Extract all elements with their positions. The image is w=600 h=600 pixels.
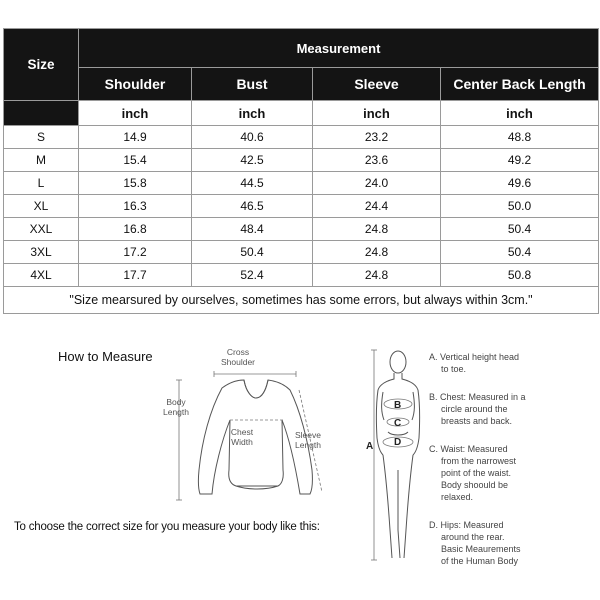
measurement-cell: 17.7 <box>79 264 192 287</box>
body-length-label-2: Length <box>163 407 189 417</box>
description-d <box>429 519 521 567</box>
measurement-cell: 24.4 <box>313 195 441 218</box>
cross-shoulder-label-2: Shoulder <box>220 357 256 367</box>
unit-cell: inch <box>313 101 441 126</box>
description-line: breasts and back. <box>441 416 513 426</box>
size-cell: 3XL <box>4 241 79 264</box>
measurement-cell: 48.4 <box>192 218 313 241</box>
column-header-bust: Bust <box>192 68 313 101</box>
measurement-cell: 24.0 <box>313 172 441 195</box>
measurement-cell: 50.4 <box>441 241 599 264</box>
description-a-head: A. Vertical height head <box>429 352 520 362</box>
description-line: point of the waist. <box>441 468 512 478</box>
chest-width-label-2: Width <box>231 437 253 447</box>
description-line: relaxed. <box>441 492 474 502</box>
measurement-cell: 24.8 <box>313 264 441 287</box>
choose-size-instruction: To choose the correct size for you measure your body like this: <box>14 521 320 533</box>
description-d-head: D. Hips: Measured <box>429 520 504 530</box>
description-line: from the narrowest <box>441 456 517 466</box>
letter-b: B <box>394 400 402 411</box>
letter-d: D <box>394 437 402 448</box>
description-line: of the Human Body <box>441 556 519 566</box>
unit-cell: inch <box>441 101 599 126</box>
description-c-head: C. Waist: Measured <box>429 444 508 454</box>
measurement-cell: 46.5 <box>192 195 313 218</box>
measurement-header: Measurement <box>79 29 599 68</box>
measurement-cell: 50.4 <box>441 218 599 241</box>
measurement-cell: 24.8 <box>313 218 441 241</box>
description-line: circle around the <box>441 404 508 414</box>
measurement-cell: 15.8 <box>79 172 192 195</box>
unit-cell: inch <box>79 101 192 126</box>
measurement-cell: 14.9 <box>79 126 192 149</box>
measurement-cell: 49.6 <box>441 172 599 195</box>
measurement-note: "Size mearsured by ourselves, sometimes has some errors, but always within 3cm." <box>4 287 599 314</box>
column-header-shoulder: Shoulder <box>79 68 192 101</box>
body-length-label-1: Body <box>166 397 186 407</box>
size-cell: XXL <box>4 218 79 241</box>
size-cell: L <box>4 172 79 195</box>
measurement-cell: 52.4 <box>192 264 313 287</box>
size-cell: S <box>4 126 79 149</box>
cross-shoulder-label-1: Cross <box>226 347 250 357</box>
description-b <box>429 391 526 427</box>
column-header-center-back-length: Center Back Length <box>441 68 599 101</box>
column-header-sleeve: Sleeve <box>313 68 441 101</box>
measurement-cell: 17.2 <box>79 241 192 264</box>
size-cell: XL <box>4 195 79 218</box>
measurement-cell: 50.0 <box>441 195 599 218</box>
description-line: around the rear. <box>441 532 505 542</box>
chest-width-label-1: Chest <box>230 427 254 437</box>
measurement-cell: 16.3 <box>79 195 192 218</box>
unit-cell: inch <box>192 101 313 126</box>
letter-c: C <box>394 418 402 429</box>
size-header: Size <box>4 29 79 101</box>
description-b-head: B. Chest: Measured in a <box>429 392 526 402</box>
sleeve-length-label-2: Length <box>295 440 321 450</box>
measurement-cell: 15.4 <box>79 149 192 172</box>
measurement-cell: 44.5 <box>192 172 313 195</box>
measurement-cell: 50.8 <box>441 264 599 287</box>
measurement-cell: 49.2 <box>441 149 599 172</box>
sleeve-length-label-1: Sleeve <box>295 430 321 440</box>
description-line: Body shoould be <box>441 480 509 490</box>
measurement-cell: 16.8 <box>79 218 192 241</box>
measurement-cell: 48.8 <box>441 126 599 149</box>
measurement-cell: 50.4 <box>192 241 313 264</box>
size-cell: 4XL <box>4 264 79 287</box>
description-line: to toe. <box>441 364 467 374</box>
how-to-measure-title: How to Measure <box>58 349 153 364</box>
human-body-icon <box>376 351 419 558</box>
measurement-cell: 24.8 <box>313 241 441 264</box>
measurement-cell: 23.6 <box>313 149 441 172</box>
measurement-cell: 42.5 <box>192 149 313 172</box>
letter-a: A <box>366 441 374 452</box>
size-cell: M <box>4 149 79 172</box>
description-line: Basic Meaurements <box>441 544 521 554</box>
measurement-cell: 40.6 <box>192 126 313 149</box>
measurement-cell: 23.2 <box>313 126 441 149</box>
description-a <box>429 351 519 375</box>
description-c <box>429 443 516 503</box>
